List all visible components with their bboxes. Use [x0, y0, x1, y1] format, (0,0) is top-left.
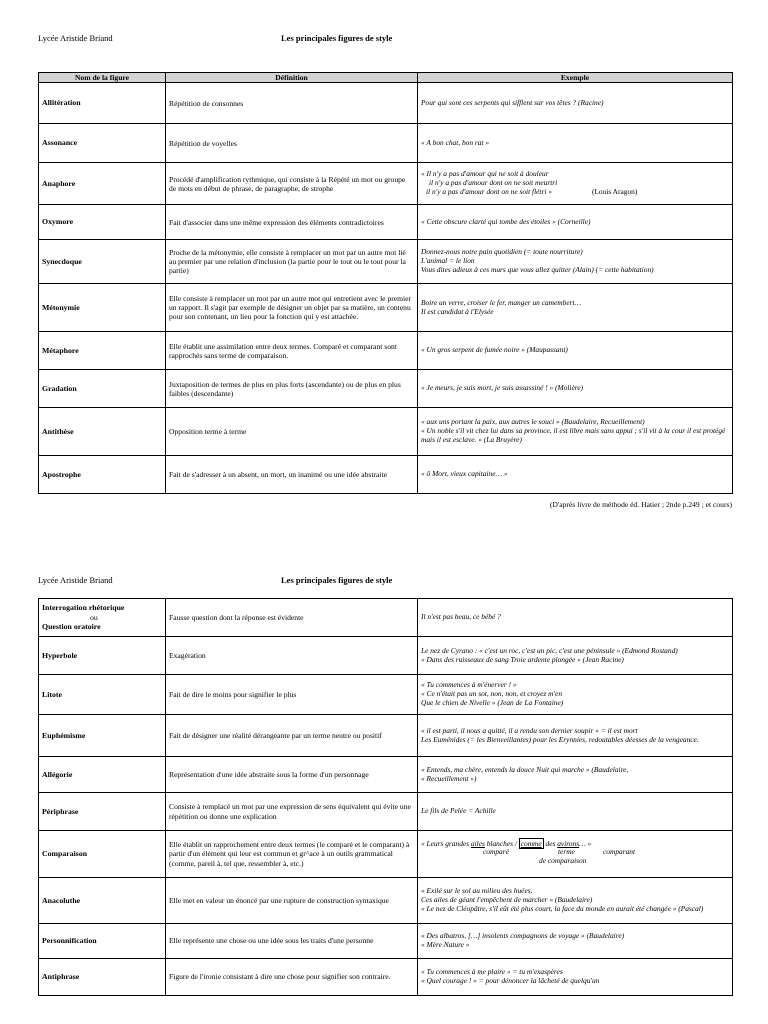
figure-name: Périphrase: [39, 793, 166, 831]
table-row: [39, 878, 733, 924]
figure-definition: Procédé d'amplification rythmique, qui consiste à la Répété un mot ou groupe de mots en début de phrase, de paragraphe, de strophe: [166, 163, 418, 205]
figure-name: Gradation: [39, 370, 166, 408]
example-line: il n'y a pas d'amour dont on ne soit flétri » (Louis Aragon): [426, 187, 638, 197]
page-header-2: [38, 575, 732, 589]
figure-name-line: ou: [90, 612, 98, 622]
example-line: Le nez de Cyrano : « c'est un roc, c'est un pic, c'est une péninsule » (Edmond Rostand): [421, 645, 678, 655]
figure-definition: Répétition de voyelles: [166, 124, 418, 163]
figure-example: « A bon chat, bon rat »: [418, 124, 733, 163]
figures-table-1: [38, 72, 733, 494]
example-line: Les Euménides (= les Bienveillantes) pour les Erynnies, redoutables déesses de la vengeance.: [421, 734, 699, 744]
table-row: [39, 240, 733, 284]
table-row: [39, 959, 733, 996]
example-line: Ces ailes de géant l'empêchent de marcher » (Baudelaire): [421, 895, 593, 905]
figure-example: [418, 408, 733, 456]
figure-definition: Fait de s'adresser à un absent, un mort, un inanimé ou une idée abstraite: [166, 456, 418, 494]
table-row: [39, 675, 733, 715]
figure-definition: Elle établit une assimilation entre deux termes. Comparé et comparant sont rapprochés sans terme de comparaison.: [166, 332, 418, 370]
figure-definition: Fait d'associer dans une même expression des éléments contradictoires: [166, 205, 418, 240]
table-row: [39, 163, 733, 205]
table-row: [39, 124, 733, 163]
figure-name-line: Interrogation rhétorique: [42, 603, 125, 613]
table-row: [39, 284, 733, 332]
table-row: [39, 83, 733, 124]
figure-example: [418, 163, 733, 205]
figure-definition: Juxtaposition de termes de plus en plus forts (ascendante) ou de plus en plus faibles (descendante): [166, 370, 418, 408]
figure-name: Antiphrase: [39, 959, 166, 996]
figure-name: Oxymore: [39, 205, 166, 240]
figure-example: Le fils de Pelée = Achille: [418, 793, 733, 831]
figure-example: « Je meurs, je suis mort, je suis assassiné ! » (Molière): [418, 370, 733, 408]
figure-name: Antithèse: [39, 408, 166, 456]
comparant-word: avirons: [557, 838, 580, 848]
figure-definition: Elle établit un rapprochement entre deux termes (le comparé et le comparant) à partir d'un élément qui leur est commun et gr^ace à un outils grammatical (comme, pareil à, tel que, ressembler à, etc.): [166, 831, 418, 878]
school-name: Lycée Aristide Briand: [38, 33, 113, 43]
figure-name: Allitération: [39, 83, 166, 124]
figure-name: Métonymie: [39, 284, 166, 332]
table-row: [39, 924, 733, 959]
figure-example: [418, 675, 733, 715]
example-line: Il est candidat à l'Elysée: [421, 306, 494, 316]
figure-definition: Exagération: [166, 637, 418, 675]
example-line: « Leurs grandes ailes blanches / comme des avirons… »: [421, 838, 592, 848]
table-row: [39, 408, 733, 456]
figure-name-line: Question oratoire: [42, 622, 101, 632]
table-header-row: [39, 73, 733, 83]
figure-name: Euphémisme: [39, 715, 166, 757]
figure-definition: Fait de dire le moins pour signifier le plus: [166, 675, 418, 715]
table-row: [39, 205, 733, 240]
source-note: (D'après livre de méthode éd. Hatier ; 2nde p.249 ; et cours): [549, 500, 732, 509]
label-comparant: comparant: [603, 847, 636, 857]
figure-name: Hyperbole: [39, 637, 166, 675]
example-line: « Entends, ma chère, entends la douce Nuit qui marche » (Baudelaire,: [421, 764, 629, 774]
figure-example: [418, 959, 733, 996]
example-line: « Des albatros, […] insolents compagnons de voyage » (Baudelaire): [421, 931, 625, 941]
table-row: [39, 599, 733, 637]
example-line: « Dans des ruisseaux de sang Troie ardente plongée » (Jean Racine): [421, 654, 624, 664]
table-row: [39, 456, 733, 494]
figure-definition: Elle consiste à remplacer un mot par un autre mot qui entretient avec le premier un rapport. Il s'agit par exemple de désigner un objet par sa matière, un contenu pour son contenant, un lieu pour la fonction qui y est attachée.: [166, 284, 418, 332]
table-row: [39, 831, 733, 878]
example-line: « Il n'y a pas d'amour qui ne soit à douleur: [421, 169, 549, 179]
figure-name: Personnification: [39, 924, 166, 959]
example-line: il n'y a pas d'amour dont on ne soit meurtri: [429, 178, 558, 188]
figure-name: Allégorie: [39, 757, 166, 793]
example-line: « Tu commences à m'énerver ! »: [421, 680, 517, 690]
column-header-definition: Définition: [166, 73, 418, 83]
figure-example: [418, 240, 733, 284]
figure-name: Comparaison: [39, 831, 166, 878]
figure-example: [418, 831, 733, 878]
example-line: « Recueillement »): [421, 773, 477, 783]
figure-example: « Un gros serpent de fumée noire » (Maupassant): [418, 332, 733, 370]
example-line: « Le nez de Cléopâtre, s'il eût été plus court, la face du monde en aurait été changée » (Pascal): [421, 903, 704, 913]
figure-example: [418, 637, 733, 675]
table-row: [39, 757, 733, 793]
figure-example: « ô Mort, vieux capitaine… »: [418, 456, 733, 494]
figure-name: Assonance: [39, 124, 166, 163]
example-author: (Louis Aragon): [591, 187, 638, 197]
figure-example: « Cette obscure clarté qui tombe des étoiles » (Corneille): [418, 205, 733, 240]
compare-word: ailes: [470, 838, 485, 848]
figure-example: [418, 924, 733, 959]
example-line: « Exilé sur le sol au milieu des huées,: [421, 886, 533, 896]
document-title: Les principales figures de style: [281, 575, 393, 585]
example-line: L'animal = le lion: [421, 256, 475, 266]
table-row: [39, 637, 733, 675]
example-line: Boire un verre, croiser le fer, manger un camembert…: [421, 297, 582, 307]
column-header-name: Nom de la figure: [39, 73, 166, 83]
figure-name: Anacoluthe: [39, 878, 166, 924]
figure-definition: Représentation d'une idée abstraite sous la forme d'un personnage: [166, 757, 418, 793]
example-line: Vous dites adieux à ces murs que vous allez quitter (Alain) (= cette habitation): [421, 265, 654, 275]
example-line: « Quel courage ! » = pour dénoncer la lâcheté de quelqu'un: [421, 976, 600, 985]
figure-name: Apostrophe: [39, 456, 166, 494]
figures-table-2: [38, 598, 733, 996]
figure-name: Métaphore: [39, 332, 166, 370]
figure-definition: Elle représente une chose ou une idée sous les traits d'une personne: [166, 924, 418, 959]
figure-example: [418, 284, 733, 332]
label-de-comparaison: de comparaison: [539, 856, 587, 866]
figure-definition: Elle met en valeur un énoncé par une rupture de construction syntaxique: [166, 878, 418, 924]
figure-definition: Figure de l'ironie consistant à dire une chose pour signifier son contraire.: [166, 959, 418, 996]
table-row: [39, 370, 733, 408]
page-header-1: [38, 33, 732, 47]
example-line: « Tu commences à me plaire » = tu m'exaspères: [421, 967, 563, 977]
example-line: Que le chien de Nivelle » (Jean de La Fontaine): [421, 697, 564, 707]
figure-definition: Consiste à remplacé un mot par une expression de sens équivalent qui évite une répétition ou donne une explication: [166, 793, 418, 831]
table-row: [39, 715, 733, 757]
example-line: « Un noble s'il vit chez lui dans sa province, il est libre mais sans appui ; s'il vit à la cour il est protégé mais il est esclave. » (La Bruyère): [421, 426, 726, 445]
figure-example: [418, 715, 733, 757]
figure-example: Pour qui sont ces serpents qui sifflent sur vos têtes ? (Racine): [418, 83, 733, 124]
figure-definition: Fait de désigner une réalité dérangeante par un terme neutre ou positif: [166, 715, 418, 757]
example-line: « Mère Nature »: [421, 940, 470, 949]
document-title: Les principales figures de style: [281, 33, 393, 43]
example-line: « Ce n'était pas un sot, non, non, et croyez m'en: [421, 689, 563, 699]
figure-name: Anaphore: [39, 163, 166, 205]
figure-example: Il n'est pas beau, ce bébé ?: [418, 599, 733, 637]
figure-example: [418, 878, 733, 924]
example-line: « il est parti, il nous a quitté, il a rendu son dernier soupir » = il est mort: [421, 725, 638, 735]
figure-definition: Opposition terme à terme: [166, 408, 418, 456]
figure-name: Synecdoque: [39, 240, 166, 284]
column-header-example: Exemple: [418, 73, 733, 83]
table-row: [39, 793, 733, 831]
example-line: « aux uns portant la paix, aux autres le souci » (Baudelaire, Recueillement): [421, 417, 645, 427]
figure-name: [39, 599, 166, 637]
school-name: Lycée Aristide Briand: [38, 575, 113, 585]
example-line: Donnez-nous notre pain quotidien (= toute nourriture): [421, 247, 583, 257]
comparison-labels: [421, 848, 729, 868]
label-compare: comparé: [483, 847, 509, 857]
table-row: [39, 332, 733, 370]
figure-definition: Fausse question dont la réponse est évidente: [166, 599, 418, 637]
figure-name: Litote: [39, 675, 166, 715]
comparison-term: comme: [520, 838, 542, 848]
label-term: terme: [558, 847, 575, 857]
figure-definition: Répétition de consonnes: [166, 83, 418, 124]
figure-example: [418, 757, 733, 793]
figure-definition: Proche de la métonymie, elle consiste à remplacer un mot par un autre mot lié au premier par une relation d'inclusion (la partie pour le tout ou le tout pour la partie): [166, 240, 418, 284]
